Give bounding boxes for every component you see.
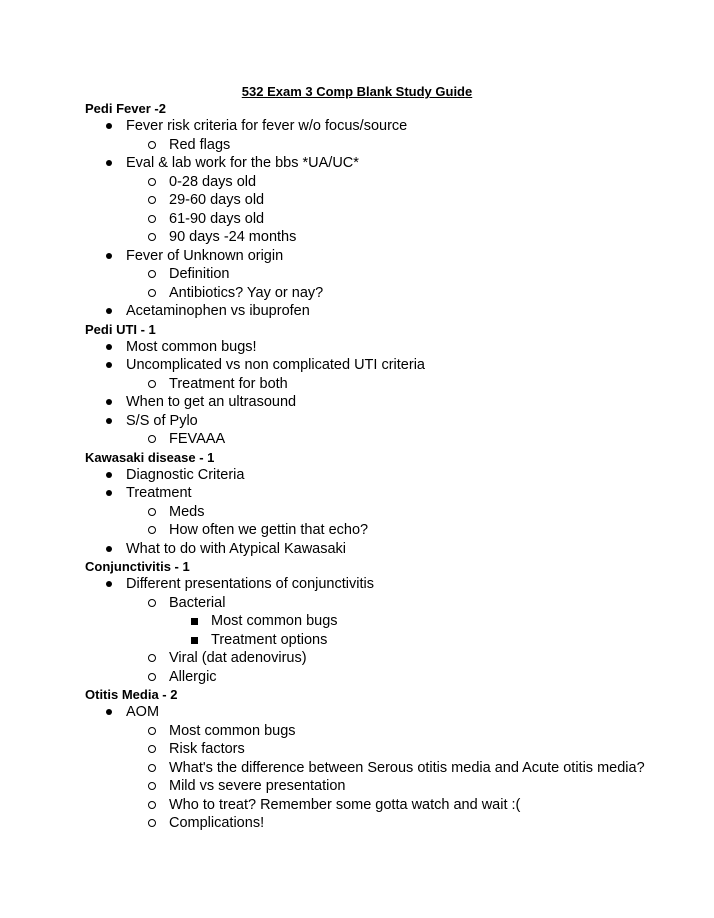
list-item-level-2: [85, 265, 685, 284]
hollow-circle-bullet-icon: [148, 178, 156, 186]
list-item-level-1: [85, 356, 685, 375]
list-item-level-1: [85, 484, 685, 503]
list-item-text: Treatment for both: [169, 375, 288, 392]
list-item-text: FEVAAA: [169, 431, 226, 447]
filled-circle-bullet-icon: [106, 546, 112, 552]
hollow-circle-bullet-icon: [148, 435, 156, 443]
filled-circle-bullet-icon: [106, 399, 112, 405]
section-heading: Otitis Media - 2: [85, 687, 178, 702]
filled-circle-bullet-icon: [106, 472, 112, 478]
hollow-circle-bullet-icon: [148, 233, 156, 241]
list-item-level-1: [85, 540, 685, 559]
list-item-text: Risk factors: [169, 741, 245, 757]
filled-circle-bullet-icon: [106, 581, 112, 587]
list-item-text: Fever of Unknown origin: [126, 247, 284, 264]
filled-circle-bullet-icon: [106, 709, 112, 715]
list-item-level-2: [85, 740, 685, 759]
document-title: 532 Exam 3 Comp Blank Study Guide: [241, 84, 473, 99]
list-item-text: Most common bugs: [211, 613, 338, 629]
hollow-circle-bullet-icon: [148, 801, 156, 809]
hollow-circle-bullet-icon: [148, 764, 156, 772]
list-item-text: 29-60 days old: [169, 192, 265, 208]
filled-circle-bullet-icon: [106, 344, 112, 350]
list-item-level-2: [85, 521, 685, 540]
list-item-level-1: [85, 302, 685, 321]
square-bullet-icon: [191, 637, 198, 644]
list-item-level-1: [85, 393, 685, 412]
list-item-level-1: [85, 466, 685, 485]
hollow-circle-bullet-icon: [148, 270, 156, 278]
list-item-text: S/S of Pylo: [126, 412, 198, 429]
section-heading: Pedi UTI - 1: [85, 321, 156, 337]
list-item-level-2: [85, 375, 685, 394]
list-item-text: Definition: [169, 266, 230, 282]
list-item-level-2: [85, 136, 685, 155]
list-item-level-1: [85, 703, 685, 722]
list-item-level-2: [85, 210, 685, 229]
list-item-text: Allergic: [169, 668, 217, 685]
section-heading: Conjunctivitis - 1: [85, 559, 190, 574]
list-item-text: Who to treat? Remember some gotta watch and wait :(: [169, 796, 521, 813]
list-item-text: Uncomplicated vs non complicated UTI criteria: [126, 357, 425, 373]
list-item-text: Red flags: [169, 136, 231, 153]
hollow-circle-bullet-icon: [148, 819, 156, 827]
list-item-text: Most common bugs: [169, 722, 296, 739]
list-item-level-3: [85, 612, 685, 631]
list-item-text: 90 days -24 months: [169, 229, 297, 245]
list-item-level-3: [85, 631, 685, 650]
list-item-text: Antibiotics? Yay or nay?: [169, 284, 324, 301]
list-item-text: Different presentations of conjunctivitis: [126, 576, 374, 592]
hollow-circle-bullet-icon: [148, 599, 156, 607]
list-item-level-2: [85, 759, 685, 778]
list-item-text: 61-90 days old: [169, 210, 265, 227]
filled-circle-bullet-icon: [106, 123, 112, 129]
list-item-level-2: [85, 594, 685, 613]
list-item-level-2: [85, 173, 685, 192]
list-item-level-2: [85, 796, 685, 815]
list-item-text: Viral (dat adenovirus): [169, 650, 307, 666]
list-item-level-2: [85, 191, 685, 210]
hollow-circle-bullet-icon: [148, 380, 156, 388]
list-item-text: How often we gettin that echo?: [169, 522, 369, 538]
list-item-text: Mild vs severe presentation: [169, 778, 346, 794]
hollow-circle-bullet-icon: [148, 215, 156, 223]
list-item-text: What's the difference between Serous otitis media and Acute otitis media?: [169, 759, 645, 776]
list-item-text: Most common bugs!: [126, 338, 257, 355]
list-item-level-1: [85, 117, 685, 136]
hollow-circle-bullet-icon: [148, 196, 156, 204]
list-item-text: Complications!: [169, 815, 265, 831]
list-item-level-1: [85, 412, 685, 431]
list-item-text: Diagnostic Criteria: [126, 466, 245, 483]
section-heading: Kawasaki disease - 1: [85, 449, 215, 465]
list-item-level-2: [85, 649, 685, 668]
list-item-level-1: [85, 247, 685, 266]
hollow-circle-bullet-icon: [148, 289, 156, 297]
sections-container: [85, 100, 685, 833]
list-item-level-1: [85, 575, 685, 594]
list-item-level-2: [85, 722, 685, 741]
list-item-level-2: [85, 430, 685, 449]
filled-circle-bullet-icon: [106, 418, 112, 424]
square-bullet-icon: [191, 618, 198, 625]
hollow-circle-bullet-icon: [148, 782, 156, 790]
filled-circle-bullet-icon: [106, 253, 112, 259]
list-item-text: Meds: [169, 503, 205, 520]
list-item-text: Treatment options: [211, 631, 328, 648]
document-body: [85, 83, 685, 833]
hollow-circle-bullet-icon: [148, 508, 156, 516]
filled-circle-bullet-icon: [106, 490, 112, 496]
list-item-level-2: [85, 777, 685, 796]
list-item-text: When to get an ultrasound: [126, 394, 297, 410]
list-item-level-2: [85, 503, 685, 522]
list-item-level-1: [85, 154, 685, 173]
list-item-text: Fever risk criteria for fever w/o focus/source: [126, 118, 408, 134]
list-item-level-1: [85, 338, 685, 357]
list-item-level-2: [85, 284, 685, 303]
list-item-text: Bacterial: [169, 594, 226, 611]
filled-circle-bullet-icon: [106, 362, 112, 368]
hollow-circle-bullet-icon: [148, 141, 156, 149]
list-item-level-2: [85, 668, 685, 687]
hollow-circle-bullet-icon: [148, 526, 156, 534]
list-item-text: Treatment: [126, 485, 192, 501]
list-item-text: What to do with Atypical Kawasaki: [126, 540, 347, 557]
list-item-level-2: [85, 228, 685, 247]
list-item-text: Acetaminophen vs ibuprofen: [126, 303, 310, 319]
hollow-circle-bullet-icon: [148, 673, 156, 681]
list-item-text: Eval & lab work for the bbs *UA/UC*: [126, 155, 359, 171]
hollow-circle-bullet-icon: [148, 745, 156, 753]
hollow-circle-bullet-icon: [148, 654, 156, 662]
list-item-text: AOM: [126, 704, 160, 720]
section-heading: Pedi Fever -2: [85, 101, 166, 116]
hollow-circle-bullet-icon: [148, 727, 156, 735]
list-item-level-2: [85, 814, 685, 833]
list-item-text: 0-28 days old: [169, 173, 257, 190]
filled-circle-bullet-icon: [106, 308, 112, 314]
filled-circle-bullet-icon: [106, 160, 112, 166]
